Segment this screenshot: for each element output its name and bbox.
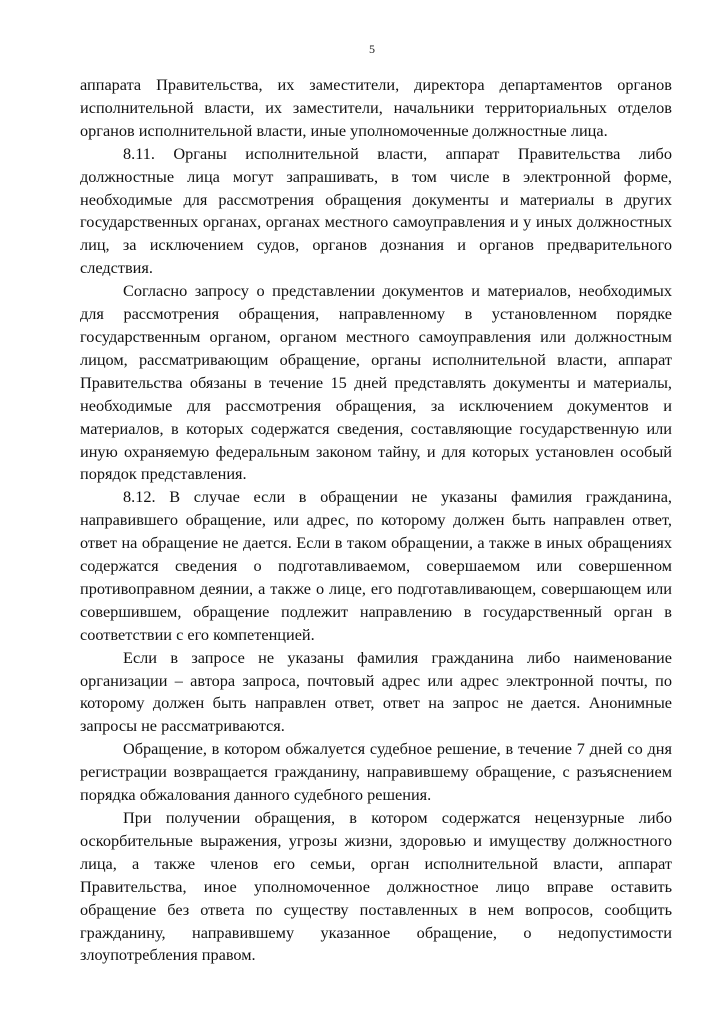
paragraph-8-12: 8.12. В случае если в обращении не указаны фамилия гражданина, направившего обращение, или адрес, по которому должен быть направлен ответ, ответ на обращение не дается. Если в таком обращении, а также в иных обращениях содержатся сведения о подготавливаемом, совершаемом или совершенном противоправном деянии, а также о лице, его подготавливающем, совершающем или совершившем, обращение подлежит направлению в государственный орган в соответствии с его компетенцией. <box>80 487 672 644</box>
paragraph-continuation: аппарата Правительства, их заместители, директора департаментов органов исполнительной власти, их заместители, начальники территориальных отделов органов исполнительной власти, иные уполномоченные должностные лица. <box>80 75 672 140</box>
page-number: 5 <box>369 42 375 56</box>
paragraph-8-11: 8.11. Органы исполнительной власти, аппарат Правительства либо должностные лица могут запрашивать, в том числе в электронной форме, необходимые для рассмотрения обращения документы и материалы в других государственных органах, органах местного самоуправления и у иных должностных лиц, за исключением судов, органов дознания и органов предварительного следствия. <box>80 143 672 278</box>
paragraph-court-decision: Обращение, в котором обжалуется судебное решение, в течение 7 дней со дня регистрации возвращается гражданину, направившему обращение, с разъяснением порядка обжалования данного судебного решения. <box>80 739 672 805</box>
paragraph-document-request: Согласно запросу о представлении документов и материалов, необходимых для рассмотрения обращения, направленному в установленном порядке государственным органом, органом местного самоуправления или должностным лицом, рассматривающим обращение, органы исполнительной власти, аппарат Правительства обязаны в течение 15 дней представлять документы и материалы, необходимые для рассмотрения обращения, за исключением документов и материалов, в которых содержатся сведения, составляющие государственную или иную охраняемую федеральным законом тайну, и для которых установлен особый порядок представления. <box>80 281 672 484</box>
paragraph-offensive-content: При получении обращения, в котором содержатся нецензурные либо оскорбительные выражения, угрозы жизни, здоровью и имуществу должностного лица, а также членов его семьи, орган исполнительной власти, аппарат Правительства, иное уполномоченное должностное лицо вправе оставить обращение без ответа по существу поставленных в нем вопросов, сообщить гражданину, направившему указанное обращение, о недопустимости злоупотребления правом. <box>80 808 672 965</box>
paragraph-anonymous-requests: Если в запросе не указаны фамилия гражданина либо наименование организации – автора запроса, почтовый адрес или адрес электронной почты, по которому должен быть направлен ответ, ответ на запрос не дается. Анонимные запросы не рассматриваются. <box>80 647 672 736</box>
document-body <box>80 74 672 967</box>
